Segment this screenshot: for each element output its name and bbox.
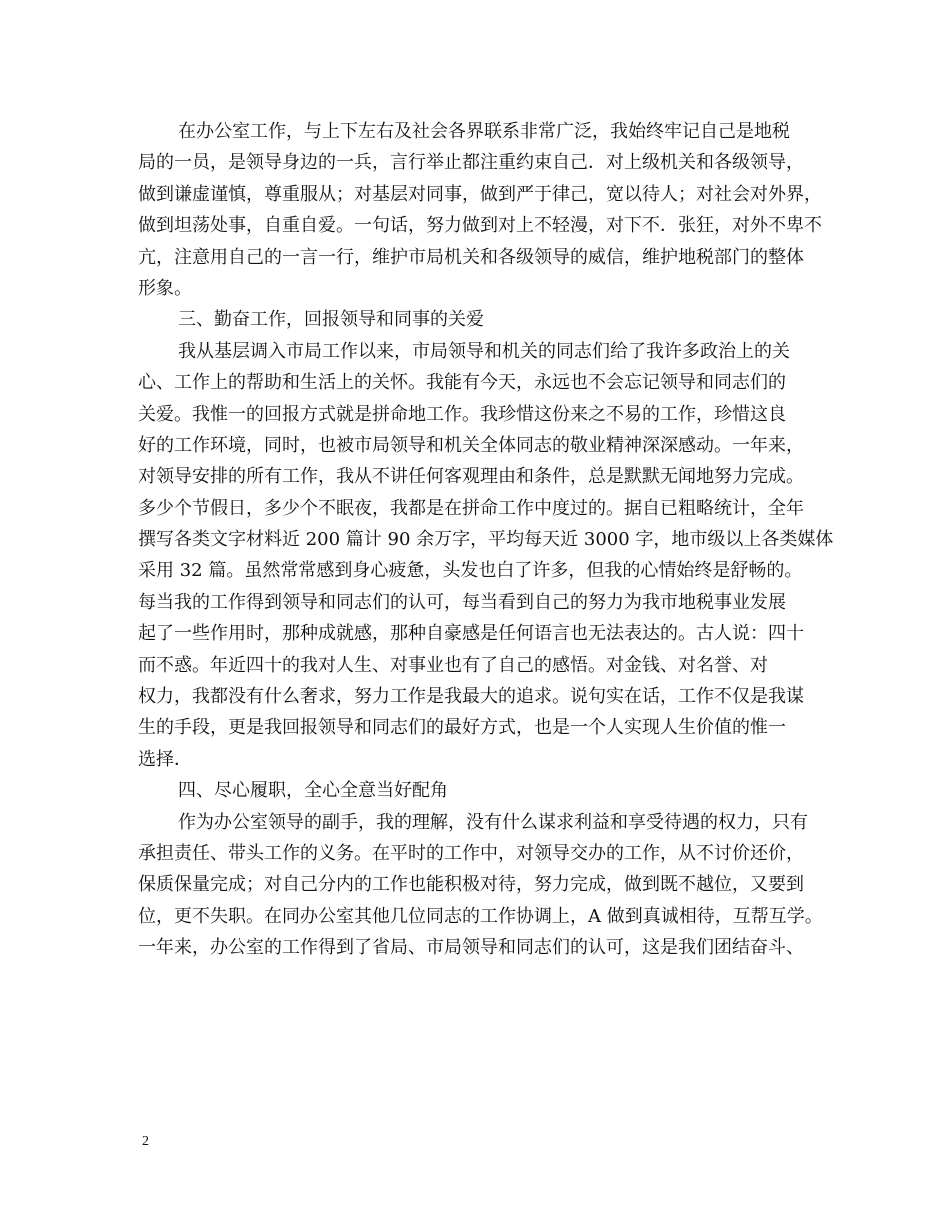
text-line: 承担责任、带头工作的义务。在平时的工作中，对领导交办的工作，从不讨价还价， — [138, 842, 804, 864]
text-line: 作为办公室领导的副手，我的理解，没有什么谋求利益和享受待遇的权力，只有 — [178, 811, 808, 833]
text-line: 每当我的工作得到领导和同志们的认可，每当看到自己的努力为我市地税事业发展 — [138, 591, 786, 613]
body-text — [138, 116, 834, 964]
text-line: 保质保量完成；对自己分内的工作也能积极对待，努力完成，做到既不越位，又要到 — [138, 874, 804, 896]
text-line: 权力，我都没有什么奢求，努力工作是我最大的追求。说句实在话，工作不仅是我谋 — [138, 686, 804, 708]
text-line: 采用 32 篇。虽然常常感到身心疲惫，头发也白了许多，但我的心情始终是舒畅的。 — [138, 560, 803, 582]
text-line: 心、工作上的帮助和生活上的关怀。我能有今天，永远也不会忘记领导和同志们的 — [138, 372, 786, 394]
text-line: 起了一些作用时，那种成就感，那种自豪感是任何语言也无法表达的。古人说：四十 — [138, 623, 804, 645]
text-line: 做到坦荡处事，自重自爱。一句话，努力做到对上不轻漫，对下不．张狂，对外不卑不 — [138, 215, 822, 237]
page-number: 2 — [142, 1134, 149, 1149]
text-line: 形象。 — [138, 277, 192, 299]
text-line: 在办公室工作，与上下左右及社会各界联系非常广泛，我始终牢记自己是地税 — [178, 121, 790, 142]
text-line: 而不惑。年近四十的我对人生、对事业也有了自己的感悟。对金钱、对名誉、对 — [138, 654, 768, 676]
text-line: 生的手段，更是我回报领导和同志们的最好方式，也是一个人实现人生价值的惟一 — [138, 717, 786, 739]
text-line: 亢，注意用自己的一言一行，维护市局机关和各级领导的威信，维护地税部门的整体 — [138, 246, 804, 268]
text-line: 位，更不失职。在同办公室其他几位同志的工作协调上，A 做到真诚相待，互帮互学。 — [138, 905, 823, 927]
text-line: 多少个节假日，多少个不眠夜，我都是在拼命工作中度过的。据自已粗略统计，全年 — [138, 497, 804, 519]
text-line: 我从基层调入市局工作以来，市局领导和机关的同志们给了我许多政治上的关 — [178, 340, 790, 362]
text-line: 做到谦虚谨慎，尊重服从；对基层对同事，做到严于律己，宽以待人；对社会对外界， — [138, 183, 822, 205]
text-line: 选择． — [138, 748, 192, 770]
text-line: 三、勤奋工作，回报领导和同事的关爱 — [178, 309, 484, 331]
text-line: 局的一员，是领导身边的一兵，言行举止都注重约束自己．对上级机关和各级领导， — [138, 152, 804, 174]
text-line: 撰写各类文字材料近 200 篇计 90 余万字，平均每天近 3000 字，地市级以上各类媒体 — [138, 529, 834, 551]
text-line: 好的工作环境，同时，也被市局领导和机关全体同志的敬业精神深深感动。一年来， — [138, 434, 804, 456]
text-line: 一年来，办公室的工作得到了省局、市局领导和同志们的认可，这是我们团结奋斗、 — [138, 937, 804, 959]
text-line: 四、尽心履职，全心全意当好配角 — [178, 780, 448, 802]
text-line: 对领导安排的所有工作，我从不讲任何客观理由和条件，总是默默无闻地努力完成。 — [138, 466, 804, 488]
text-line: 关爱。我惟一的回报方式就是拼命地工作。我珍惜这份来之不易的工作，珍惜这良 — [138, 403, 786, 425]
